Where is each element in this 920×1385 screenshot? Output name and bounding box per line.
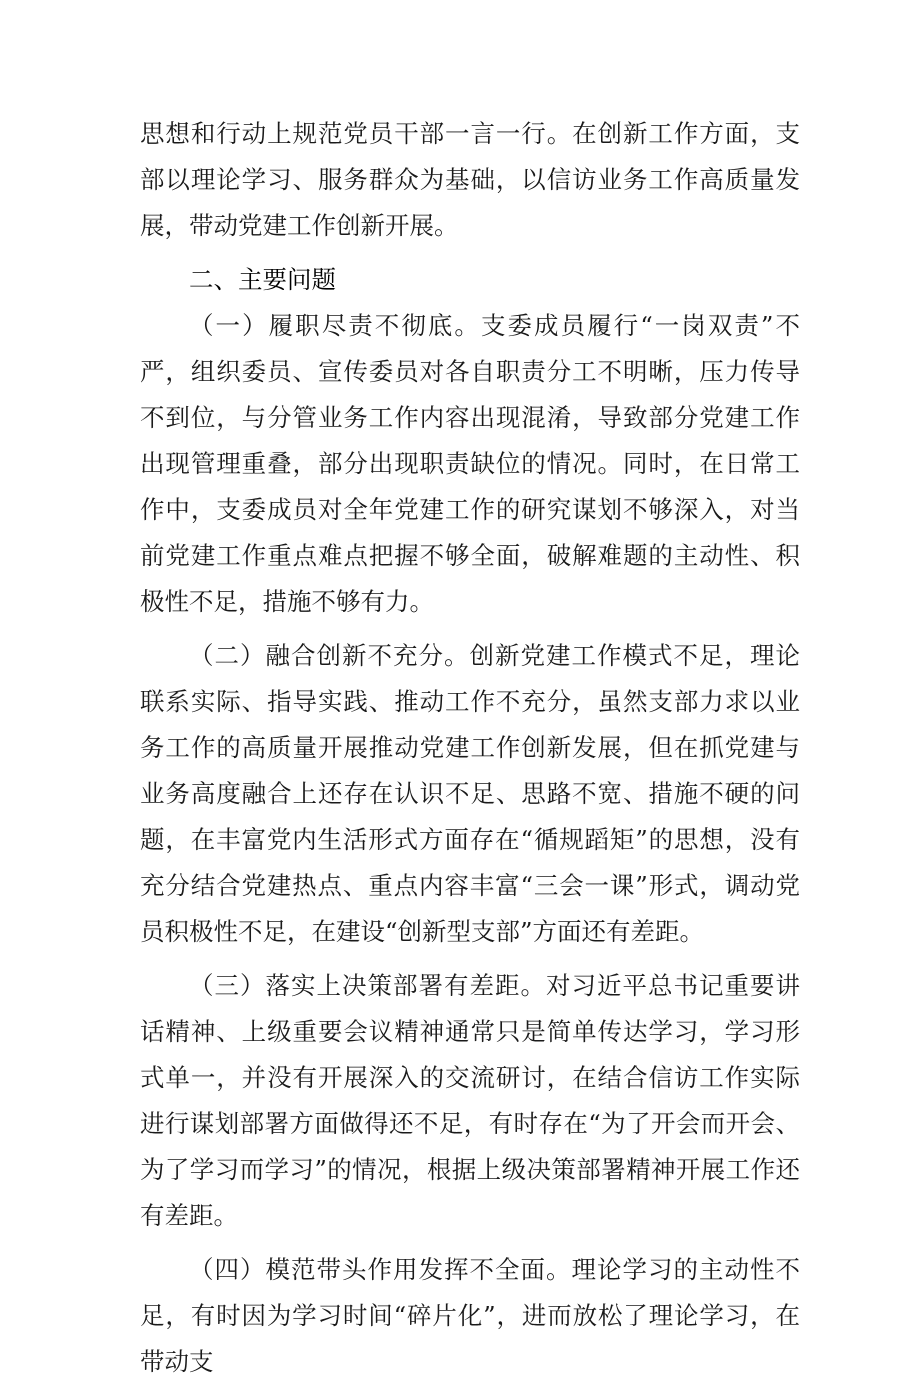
problem-paragraph-2: （二）融合创新不充分。创新党建工作模式不足，理论联系实际、指导实践、推动工作不充分，虽然支部力求以业务工作的高质量开展推动党建工作创新发展，但在抓党建与业务高度融合上还存在认识不足、思路不宽、措施不硬的问题，在丰富党内生活形式方面存在“循规蹈矩”的思想，没有充分结合党建热点、重点内容丰富“三会一课”形式，调动党员积极性不足，在建设“创新型支部”方面还有差距。 [140,641,800,946]
problem-paragraph-1: （一）履职尽责不彻底。支委成员履行“一岗双责”不严，组织委员、宣传委员对各自职责分工不明晰，压力传导不到位，与分管业务工作内容出现混淆，导致部分党建工作出现管理重叠，部分出现职责缺位的情况。同时，在日常工作中，支委成员对全年党建工作的研究谋划不够深入，对当前党建工作重点难点把握不够全面，破解难题的主动性、积极性不足，措施不够有力。 [140,311,800,616]
problem-paragraph-4: （四）模范带头作用发挥不全面。理论学习的主动性不足，有时因为学习时间“碎片化”，进而放松了理论学习，在带动支 [140,1255,800,1376]
section-heading: 二、主要问题 [189,265,336,294]
problem-paragraph-3: （三）落实上决策部署有差距。对习近平总书记重要讲话精神、上级重要会议精神通常只是简单传达学习，学习形式单一，并没有开展深入的交流研讨，在结合信访工作实际进行谋划部署方面做得还不足，有时存在“为了开会而开会、为了学习而学习”的情况，根据上级决策部署精神开展工作还有差距。 [140,971,800,1230]
continued-paragraph: 思想和行动上规范党员干部一言一行。在创新工作方面，支部以理论学习、服务群众为基础，以信访业务工作高质量发展，带动党建工作创新开展。 [140,119,800,240]
document-body [140,111,800,1385]
